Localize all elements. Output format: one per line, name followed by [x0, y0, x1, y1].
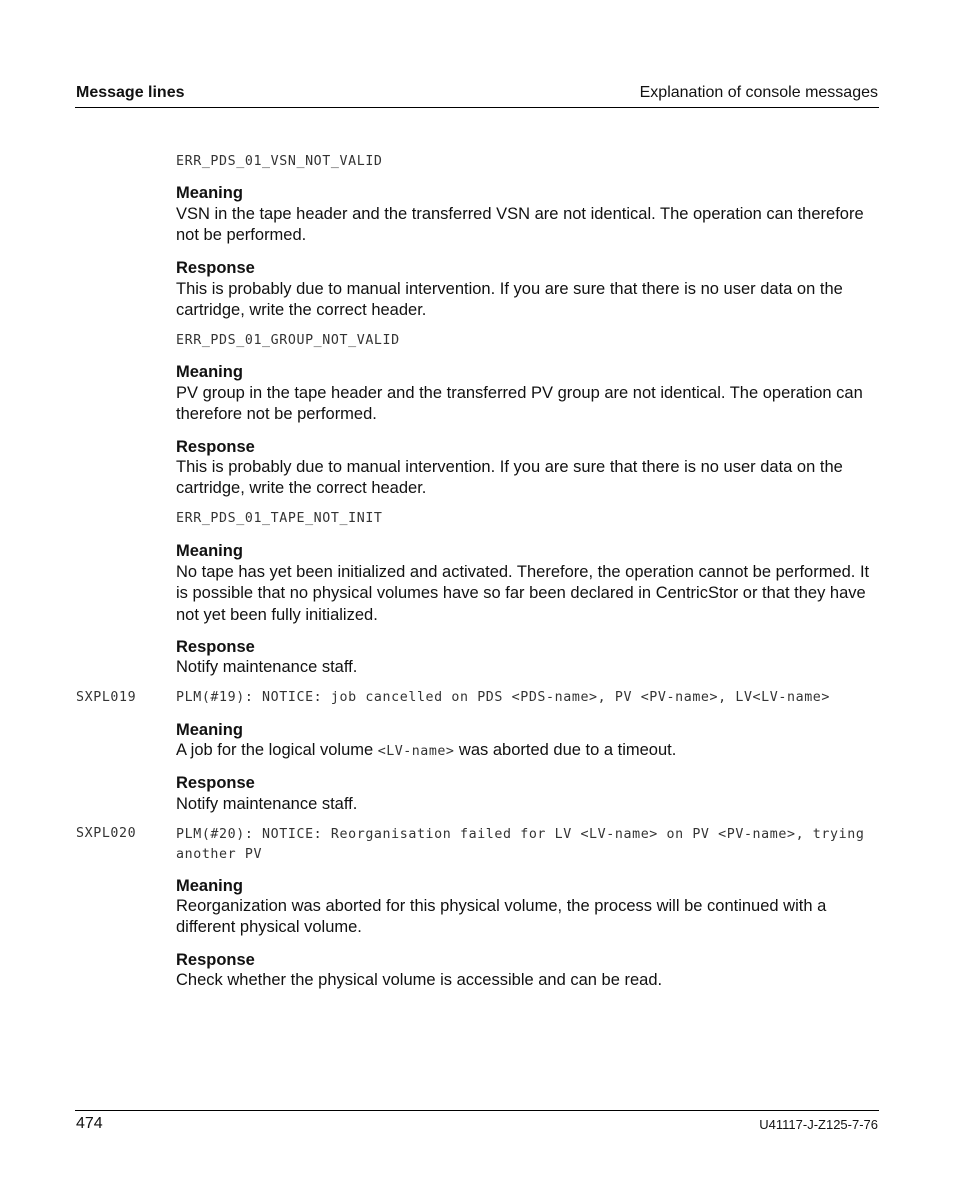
meaning-text: VSN in the tape header and the transferred VSN are not identical. The operation can therefore not be performed. — [176, 205, 864, 245]
meaning-inline-code: <LV-name> — [377, 744, 455, 759]
meaning-heading: Meaning — [176, 877, 243, 895]
response-heading: Response — [176, 259, 255, 277]
message-id: SXPL019 — [76, 690, 137, 705]
message-code: ERR_PDS_01_GROUP_NOT_VALID — [176, 333, 400, 348]
meaning-text-before: A job for the logical volume — [176, 741, 378, 759]
message-code: PLM(#20): NOTICE: Reorganisation failed for LV <LV-name> on PV <PV-name>, trying another PV — [176, 827, 865, 862]
running-header-section: Message lines — [76, 84, 185, 101]
meaning-text-after: was aborted due to a timeout. — [454, 741, 677, 759]
document-code: U41117-J-Z125-7-76 — [759, 1117, 878, 1132]
meaning-heading: Meaning — [176, 184, 243, 202]
meaning-heading: Meaning — [176, 363, 243, 381]
meaning-text — [176, 740, 878, 762]
running-header-chapter: Explanation of console messages — [639, 84, 878, 101]
response-heading: Response — [176, 438, 255, 456]
response-text: This is probably due to manual intervention. If you are sure that there is no user data on the cartridge, write the correct header. — [176, 458, 843, 498]
meaning-text: Reorganization was aborted for this physical volume, the process will be continued with a different physical volume. — [176, 897, 827, 937]
response-text: Notify maintenance staff. — [176, 658, 358, 676]
response-text: This is probably due to manual intervention. If you are sure that there is no user data on the cartridge, write the correct header. — [176, 280, 843, 320]
meaning-text: PV group in the tape header and the transferred PV group are not identical. The operation can therefore not be performed. — [176, 384, 863, 424]
response-heading: Response — [176, 774, 255, 792]
meaning-heading: Meaning — [176, 542, 243, 560]
response-text: Notify maintenance staff. — [176, 795, 358, 813]
response-text: Check whether the physical volume is accessible and can be read. — [176, 971, 663, 989]
message-code: PLM(#19): NOTICE: job cancelled on PDS <PDS-name>, PV <PV-name>, LV<LV-name> — [176, 690, 831, 705]
header-divider — [75, 107, 879, 108]
response-heading: Response — [176, 951, 255, 969]
message-code: ERR_PDS_01_VSN_NOT_VALID — [176, 154, 383, 169]
page-number: 474 — [76, 1115, 103, 1132]
meaning-heading: Meaning — [176, 721, 243, 739]
message-code: ERR_PDS_01_TAPE_NOT_INIT — [176, 511, 383, 526]
message-id: SXPL020 — [76, 826, 137, 841]
meaning-text: No tape has yet been initialized and activated. Therefore, the operation cannot be performed. It is possible that no physical volumes have so far been declared in CentricStor or that they have not yet been fully initialized. — [176, 563, 870, 624]
footer-divider — [75, 1110, 879, 1111]
response-heading: Response — [176, 638, 255, 656]
